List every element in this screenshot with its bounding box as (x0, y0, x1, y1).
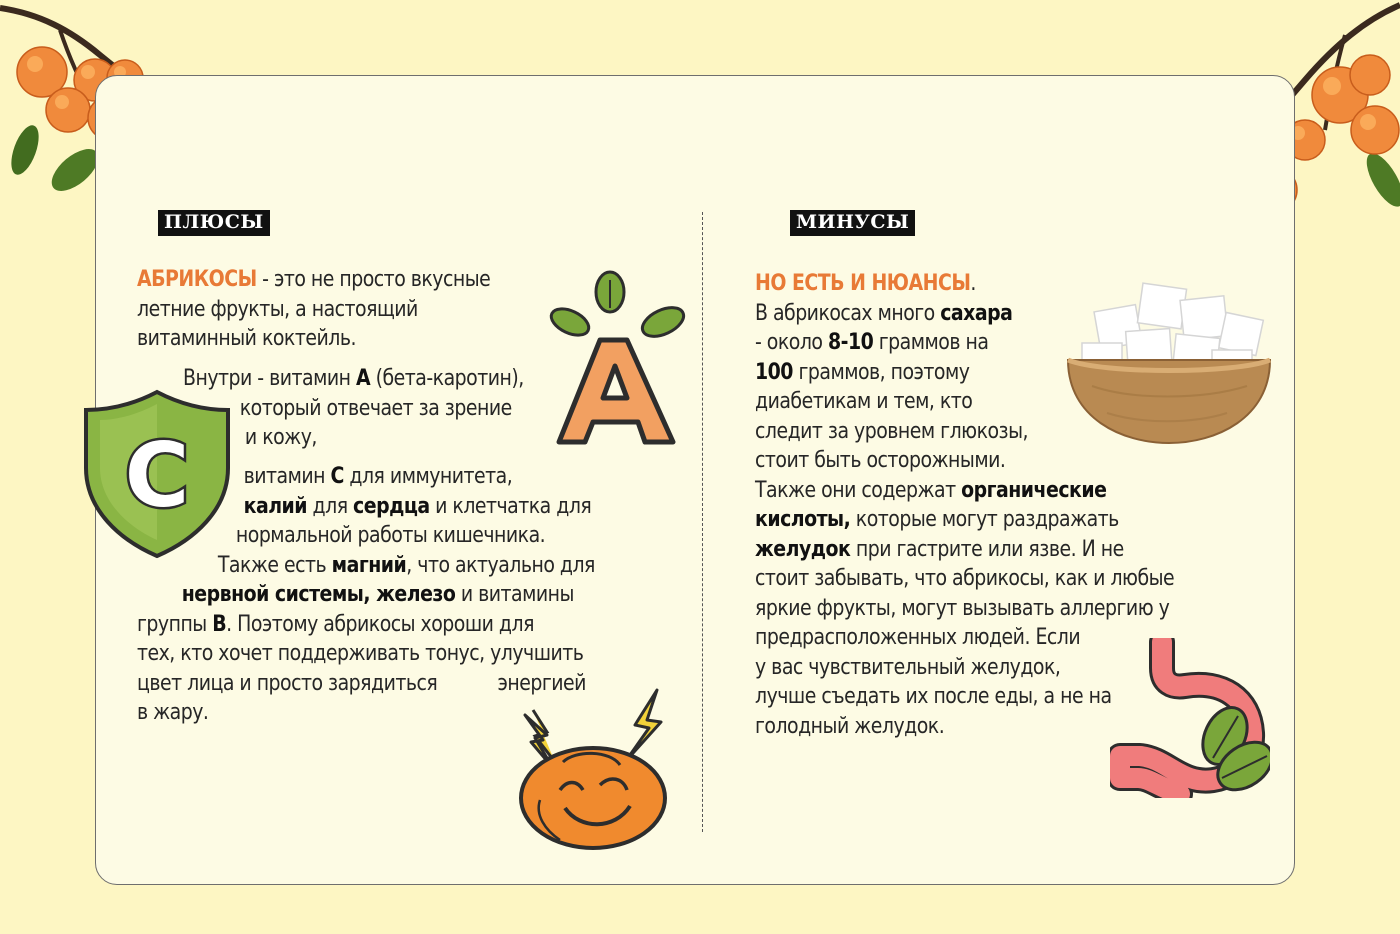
sugar-bowl-icon (1062, 268, 1277, 448)
pros-heading: АБРИКОСЫ (137, 267, 257, 292)
svg-text:C: C (124, 424, 190, 527)
pros-body-text: витамин С для иммунитета, калий для сердца и клетчатка для нормальной работы кишечника. Также есть магний, что актуально для нервной системы, железо и витамины группы В. Поэтому абрикосы хороши для тех, кто хочет поддерживать тонус, улучшить цвет лица и просто зарядиться энергией в жару. (137, 464, 595, 725)
vitamin-c-shield-icon (82, 388, 232, 560)
pros-intro: АБРИКОСЫ - это не просто вкусные летние фрукты, а настоящий витаминный коктейль. (137, 267, 491, 351)
cons-tag: МИНУСЫ (790, 210, 915, 236)
cons-heading: НО ЕСТЬ И НЮАНСЫ (755, 271, 971, 296)
pros-vitamin-a-text: Внутри - витамин А (бета-каротин), который отвечает за зрение и кожу, (183, 366, 524, 450)
column-divider (702, 212, 703, 832)
cons-body-text: НО ЕСТЬ И НЮАНСЫ. В абрикосах много сахара - около 8-10 граммов на 100 граммов, поэтому диабетикам и тем, кто следит за уровнем глюкозы, стоит быть осторожными. Также они содержат органические кислоты, которые могут раздражать желудок при гастрите или язве. И не стоит забывать, что абрикосы, как и любые яркие фрукты, могут вызывать аллергию у предрасположенных людей. Если у вас чувствительный желудок, лучше съедать их после еды, а не на голодный желудок. (755, 271, 1175, 739)
vitamin-a-icon (545, 270, 695, 450)
energetic-apricot-icon (505, 680, 680, 855)
pros-tag: ПЛЮСЫ (158, 210, 270, 236)
stomach-icon (1110, 638, 1270, 798)
